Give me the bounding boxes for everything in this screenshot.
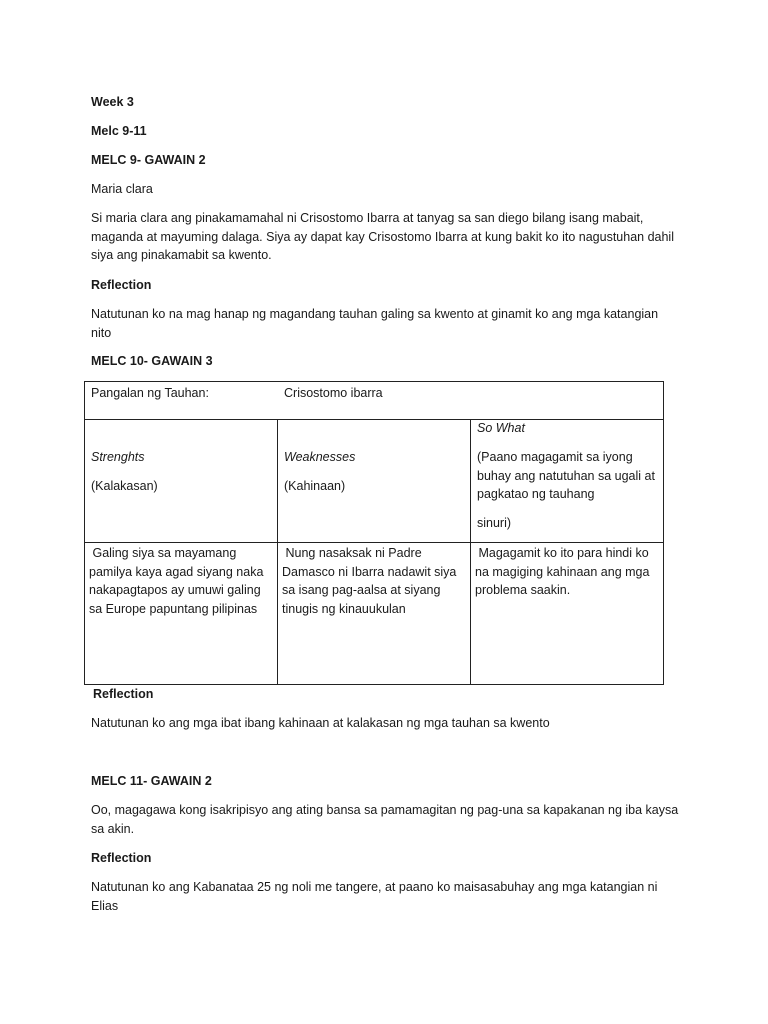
- answer-line: problema saakin.: [475, 583, 571, 597]
- table-row-headers: [85, 419, 663, 543]
- answer-line: na magiging kahinaan ang mga: [475, 564, 650, 579]
- sowhat-header-cell: [471, 419, 663, 542]
- melc9-reflection-label: Reflection: [91, 278, 152, 292]
- week-heading: Week 3: [91, 95, 134, 109]
- character-table: [84, 381, 664, 685]
- weaknesses-answer: [282, 544, 466, 618]
- answer-line: tinugis ng kinauukulan: [282, 601, 406, 616]
- answer-line: Galing siya sa mayamang: [89, 546, 237, 560]
- paragraph-line: siya ang pinakamabit sa kwento.: [91, 248, 272, 262]
- reflection-line: Elias: [91, 898, 119, 913]
- melc-range-heading: Melc 9-11: [91, 124, 147, 138]
- melc9-character: Maria clara: [91, 182, 153, 196]
- sowhat-answer-cell: [471, 543, 663, 684]
- sowhat-answer: [475, 544, 659, 600]
- melc9-heading: MELC 9- GAWAIN 2: [91, 153, 206, 167]
- melc11-paragraph: [91, 801, 681, 838]
- melc11-reflection: [91, 878, 681, 915]
- strengths-subtitle: (Kalakasan): [91, 479, 158, 493]
- sowhat-line: (Paano magagamit sa iyong: [477, 450, 633, 464]
- paragraph-line: Oo, magagawa kong isakripisyo ang ating bansa sa pamamagitan ng pag-una sa kapakanan ng iba kaysa: [91, 803, 679, 817]
- answer-line: Magagamit ko ito para hindi ko: [475, 546, 649, 560]
- strengths-answer: [89, 544, 273, 618]
- melc11-reflection-label: Reflection: [91, 851, 152, 865]
- melc9-paragraph: [91, 209, 681, 265]
- sowhat-line: pagkatao ng tauhang: [477, 487, 595, 501]
- paragraph-line: Si maria clara ang pinakamamahal ni Crisostomo Ibarra at tanyag sa san diego bilang isang mabait,: [91, 211, 644, 225]
- sowhat-end: sinuri): [477, 516, 512, 530]
- table-row-answers: [85, 543, 663, 684]
- weaknesses-answer-cell: [278, 543, 471, 684]
- paragraph-line: sa akin.: [91, 821, 135, 836]
- answer-line: sa isang pag-aalsa at siyang: [282, 583, 441, 597]
- reflection-line: nito: [91, 325, 112, 340]
- melc9-reflection: [91, 305, 681, 342]
- answer-line: Nung nasaksak ni Padre: [282, 546, 422, 560]
- strengths-header-cell: [85, 419, 278, 542]
- answer-line: nakapagtapos ay umuwi galing: [89, 583, 261, 597]
- strengths-answer-cell: [85, 543, 278, 684]
- melc10-reflection-label: Reflection: [93, 687, 154, 701]
- reflection-line: Natutunan ko ang Kabanataa 25 ng noli me tangere, at paano ko maisasabuhay ang mga katangian ni: [91, 880, 658, 894]
- sowhat-title: So What: [477, 421, 525, 435]
- table-row-name: [85, 382, 663, 420]
- character-name-label: Pangalan ng Tauhan:: [91, 386, 209, 400]
- answer-line: sa Europe papuntang pilipinas: [89, 601, 258, 616]
- reflection-line: Natutunan ko na mag hanap ng magandang tauhan galing sa kwento at ginamit ko ang mga katangian: [91, 307, 659, 321]
- weaknesses-title: Weaknesses: [284, 450, 356, 464]
- weaknesses-subtitle: (Kahinaan): [284, 479, 346, 493]
- melc10-reflection: Natutunan ko ang mga ibat ibang kahinaan at kalakasan ng mga tauhan sa kwento: [91, 716, 550, 730]
- strengths-title: Strenghts: [91, 450, 145, 464]
- paragraph-line: maganda at mayuming dalaga. Siya ay dapat kay Crisostomo Ibarra at kung bakit ko ito nagustuhan dahil: [91, 229, 674, 244]
- sowhat-line: buhay ang natutuhan sa ugali at: [477, 468, 655, 483]
- weaknesses-header-cell: [278, 419, 471, 542]
- melc11-heading: MELC 11- GAWAIN 2: [91, 774, 212, 788]
- character-name-value: Crisostomo ibarra: [284, 386, 383, 400]
- melc10-heading: MELC 10- GAWAIN 3: [91, 354, 213, 368]
- sowhat-question: [477, 448, 659, 504]
- answer-line: pamilya kaya agad siyang naka: [89, 564, 264, 579]
- answer-line: Damasco ni Ibarra nadawit siya: [282, 564, 457, 579]
